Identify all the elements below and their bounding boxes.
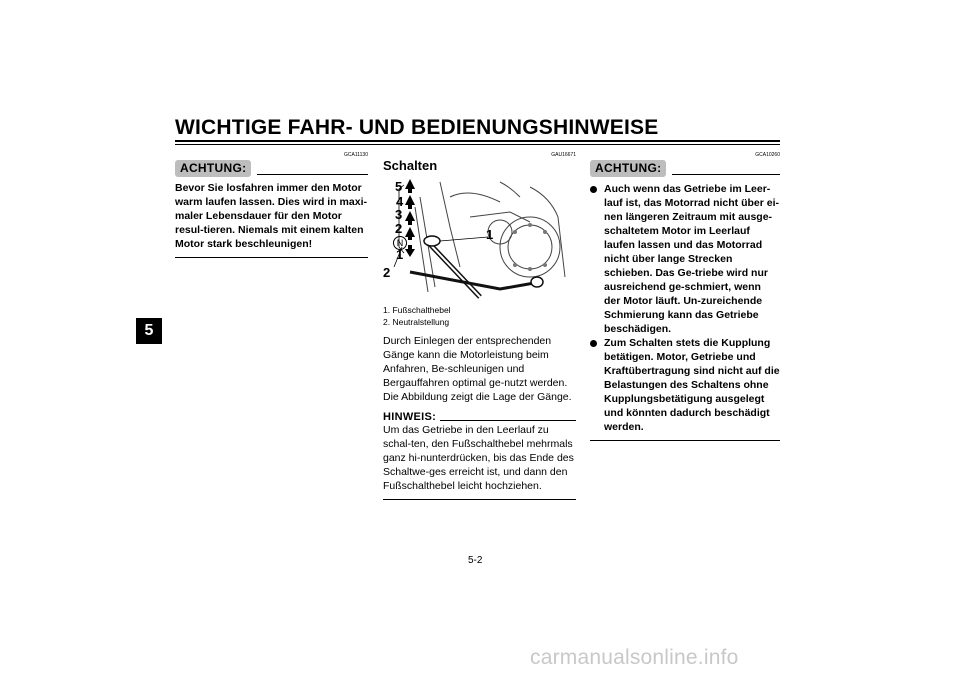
caution-badge: ACHTUNG: — [175, 160, 251, 177]
gear-label-5: 5 — [395, 179, 403, 194]
caption-item: 1. Fußschalthebel — [383, 305, 451, 315]
bullet-icon — [590, 340, 597, 347]
watermark: carmanualsonline.info — [530, 646, 739, 669]
caution-bullet-item — [590, 336, 780, 434]
caution-box-left — [175, 160, 368, 258]
gear-shift-illustration — [380, 177, 576, 302]
body-paragraph: Durch Einlegen der entsprechenden Gänge kann die Motorleistung beim Anfahren, Be-schleunigen und Bergauffahren optimal ge-nutzt werden. — [383, 335, 568, 389]
gear-label-2: 2 — [395, 221, 403, 236]
gear-label-1: 1 — [396, 247, 404, 262]
figure-captions — [383, 304, 576, 328]
caution-end-rule — [590, 440, 780, 441]
caution-rule — [257, 174, 368, 175]
callout-2: 2 — [383, 265, 391, 280]
callout-1: 1 — [486, 227, 494, 242]
page-number: 5-2 — [468, 555, 483, 566]
chapter-tab: 5 — [136, 318, 162, 344]
caution-badge: ACHTUNG: — [590, 160, 666, 177]
gear-label-4: 4 — [396, 194, 404, 209]
page-title: WICHTIGE FAHR- UND BEDIENUNGSHINWEISE — [175, 116, 659, 139]
reference-code: GCA10260 — [755, 152, 780, 158]
reference-code: GCA11130 — [344, 152, 368, 158]
caution-text: Bevor Sie losfahren immer den Motor warm laufen lassen. Dies wird in maxi-maler Lebensdauer für den Motor resul-tieren. Niemals mit einem kalten Motor stark beschleunigen! — [175, 182, 367, 250]
caution-box-right — [590, 160, 780, 441]
bullet-icon — [590, 186, 597, 193]
title-rule — [175, 140, 780, 142]
gear-shift-figure — [380, 177, 576, 302]
note-label: HINWEIS: — [383, 411, 437, 423]
gear-label-neutral: N — [393, 236, 407, 250]
body-section — [383, 334, 576, 500]
note-text: Um das Getriebe in den Leerlauf zu schal-ten, den Fußschalthebel mehrmals ganz hi-nunterdrücken, bis das Ende des Schaltwe-ges erreicht ist, und dann den Fußschalthebel leicht hochziehen. — [383, 424, 574, 492]
caution-rule — [672, 174, 780, 175]
reference-code: GAU16671 — [551, 152, 576, 158]
title-rule-thin — [175, 144, 780, 145]
note-header — [383, 411, 576, 423]
note-rule — [440, 420, 576, 421]
bullet-text: Zum Schalten stets die Kupplung betätigen. Motor, Getriebe und Kraftübertragung sind nicht auf die Belastungen des Schaltens ohne Kupplungsbetätigung ausgelegt und könnten dadurch beschädigt werden. — [604, 337, 780, 433]
note-end-rule — [383, 499, 576, 500]
gear-label-3: 3 — [395, 207, 403, 222]
caution-bullet-item — [590, 182, 780, 336]
bullet-text: Auch wenn das Getriebe im Leer-lauf ist, das Motorrad nicht über ei-nen längeren Zeitraum mit ausge-schaltetem Motor im Leerlauf laufen lassen und das Motorrad nicht über lange Strecken schieben. Das Ge-triebe wird nur ausreichend ge-schmiert, wenn der Motor läuft. Un-zureichende Schmierung kann das Getriebe beschädigen. — [604, 183, 780, 335]
body-paragraph: Die Abbildung zeigt die Lage der Gänge. — [383, 391, 572, 403]
caption-item: 2. Neutralstellung — [383, 317, 450, 327]
section-heading: Schalten — [383, 158, 438, 173]
caution-end-rule — [175, 257, 368, 258]
